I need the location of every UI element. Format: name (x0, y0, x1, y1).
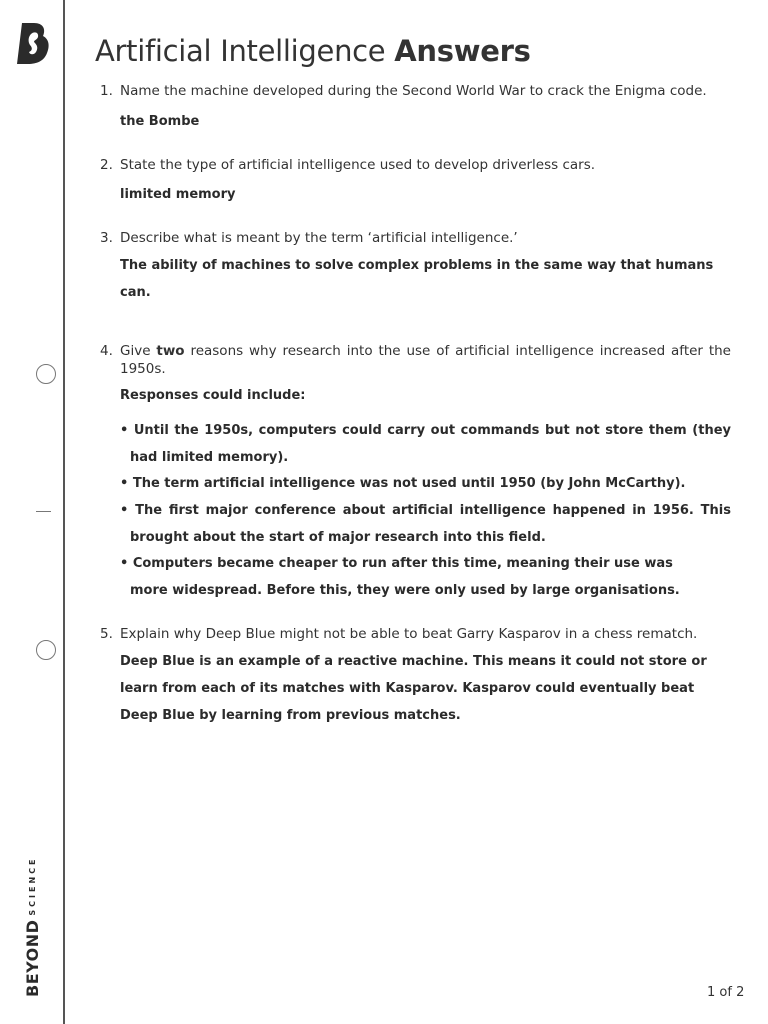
title-light: Artificial Intelligence (95, 34, 386, 68)
binder-hole-bottom (36, 640, 56, 660)
question-4 (100, 342, 731, 378)
answer-4-bullet-1: • Until the 1950s, computers could carry out commands but not store them (they had limited memory). (120, 423, 731, 465)
question-text: Name the machine developed during the Second World War to crack the Enigma code. (120, 83, 707, 99)
beyond-b-logo-icon (16, 22, 50, 66)
answer-4-intro: Responses could include: (120, 388, 306, 403)
brand-wordmark (23, 856, 42, 997)
answer-2: limited memory (120, 187, 236, 202)
question-number: 3. (100, 230, 113, 246)
answer-5: Deep Blue is an example of a reactive machine. This means it could not store or learn from each of its matches with Kasparov. Kasparov could eventually beat Deep Blue by learning from previous matches. (120, 654, 707, 723)
question-text: Describe what is meant by the term ‘artificial intelligence.’ (120, 230, 518, 246)
question-5 (100, 625, 731, 643)
answer-4-bullet-4: • Computers became cheaper to run after this time, meaning their use was more widespread. Before this, they were only used by large organisations. (120, 556, 680, 598)
title-bold: Answers (394, 34, 531, 68)
question-text: Give two reasons why research into the use of artificial intelligence increased after the 1950s. (120, 343, 731, 377)
question-text: State the type of artificial intelligence used to develop driverless cars. (120, 157, 596, 173)
question-3 (100, 229, 731, 247)
question-1 (100, 82, 731, 100)
brand-main: BEYOND (23, 919, 42, 997)
answer-3: The ability of machines to solve complex problems in the same way that humans can. (120, 258, 714, 300)
binder-hole-top (36, 364, 56, 384)
answer-4-bullet-2: • The term artificial intelligence was not used until 1950 (by John McCarthy). (120, 476, 686, 491)
question-number: 5. (100, 626, 113, 642)
answer-1: the Bombe (120, 114, 200, 129)
margin-rule (63, 0, 65, 1024)
page-title (95, 34, 531, 68)
question-text: Explain why Deep Blue might not be able to beat Garry Kasparov in a chess rematch. (120, 626, 698, 642)
question-number: 2. (100, 157, 113, 173)
answer-4-bullet-3: • The first major conference about artificial intelligence happened in 1956. This brought about the start of major research into this field. (120, 503, 731, 545)
question-number: 1. (100, 83, 113, 99)
question-number: 4. (100, 343, 113, 359)
brand-sub: SCIENCE (28, 856, 37, 916)
page-number: 1 of 2 (707, 985, 745, 1000)
fold-mark (36, 511, 51, 512)
emphasis-two: two (156, 343, 185, 359)
question-2 (100, 156, 731, 174)
